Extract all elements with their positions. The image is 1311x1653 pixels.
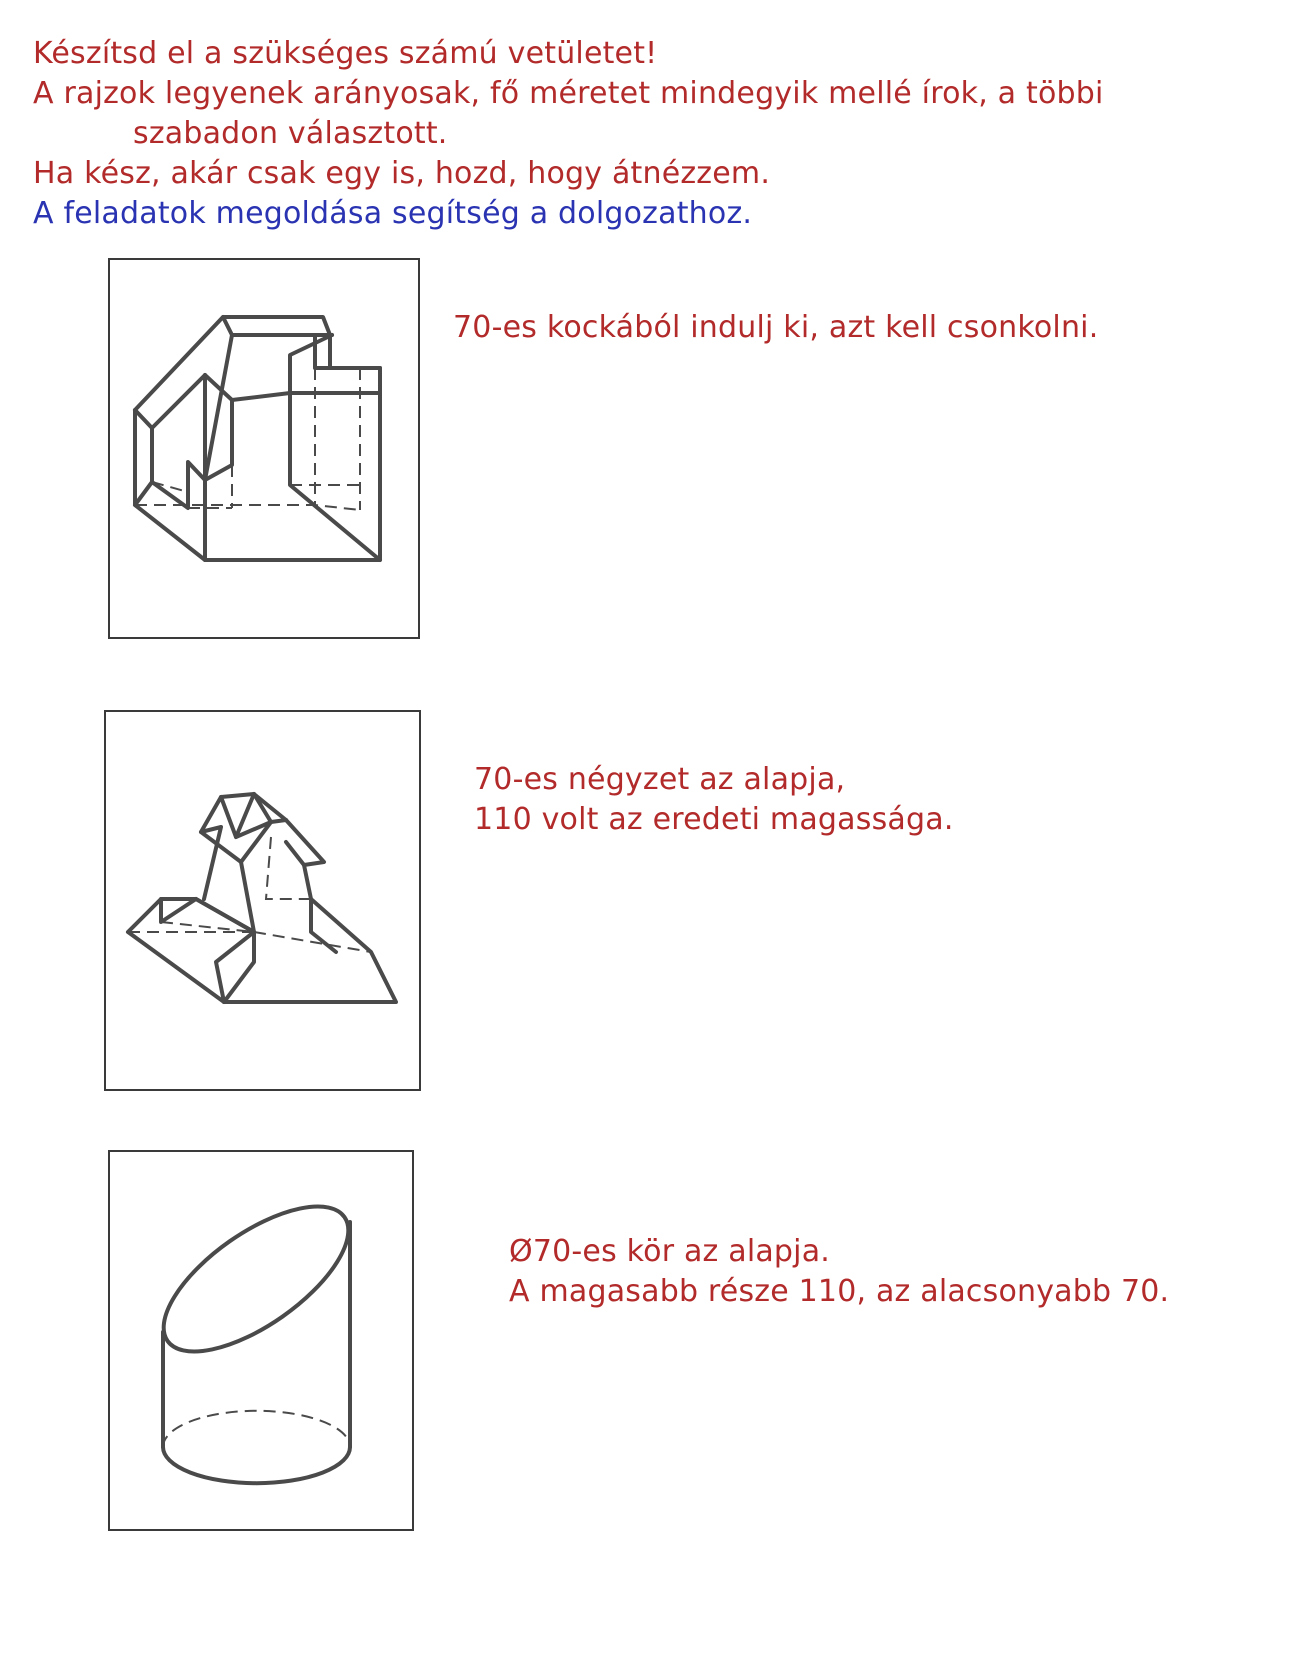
truncated-cube-drawing — [110, 260, 418, 637]
instruction-line-3: szabadon választott. — [133, 116, 448, 151]
task-3-caption-line-1: Ø70-es kör az alapja. — [509, 1234, 831, 1269]
task-3-caption — [509, 1232, 1169, 1312]
square-base-prism-drawing — [106, 712, 419, 1089]
task-2-caption-line-1: 70-es négyzet az alapja, — [474, 762, 846, 797]
task-1-caption-line-1: 70-es kockából indulj ki, azt kell csonkolni. — [453, 310, 1099, 345]
truncated-cylinder-figure — [108, 1150, 414, 1531]
instructions — [33, 34, 1104, 234]
instruction-line-1: Készítsd el a szükséges számú vetületet! — [33, 36, 658, 71]
instruction-line-2: A rajzok legyenek arányosak, fő méretet mindegyik mellé írok, a többi — [33, 76, 1104, 111]
truncated-cube-figure — [108, 258, 420, 639]
task-2-caption-line-2: 110 volt az eredeti magassága. — [474, 802, 954, 837]
instruction-line-4: Ha kész, akár csak egy is, hozd, hogy átnézzem. — [33, 156, 771, 191]
task-3-caption-line-2: A magasabb része 110, az alacsonyabb 70. — [509, 1274, 1170, 1309]
instruction-line-5: A feladatok megoldása segítség a dolgozathoz. — [33, 196, 753, 231]
truncated-cylinder-drawing — [110, 1152, 412, 1529]
task-2-caption — [474, 760, 954, 840]
square-base-prism-figure — [104, 710, 421, 1091]
task-1-caption — [453, 308, 1098, 348]
